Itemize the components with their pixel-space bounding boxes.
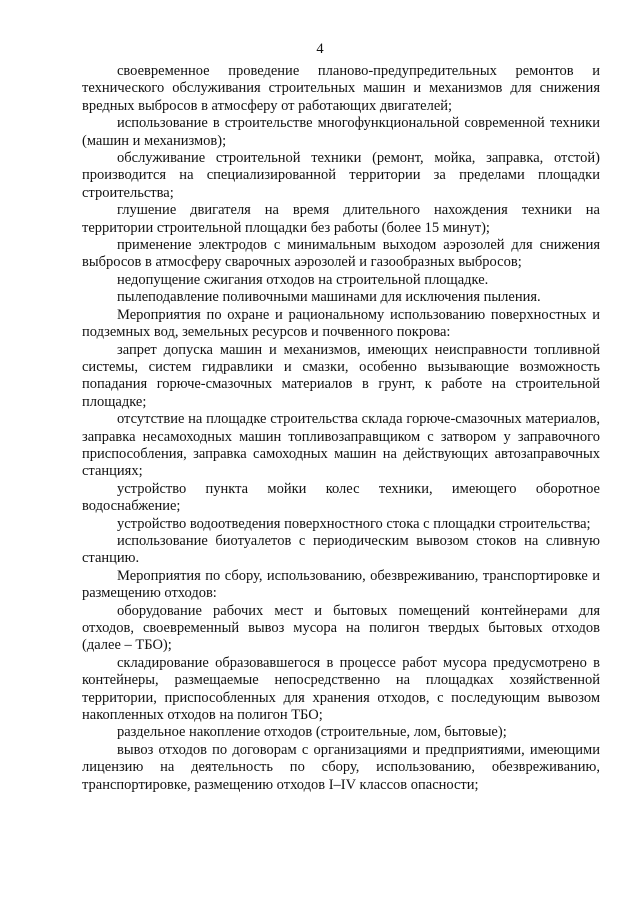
paragraph: недопущение сжигания отходов на строительной площадке. [117,271,489,288]
paragraph: обслуживание строительной техники (ремонт, мойка, заправка, отстой) производится на специализированной территории за пределами площадки строительства; [82,150,600,201]
section-heading-paragraph: Мероприятия по сбору, использованию, обезвреживанию, транспортировке и размещению отходов: [82,567,600,602]
paragraph: глушение двигателя на время длительного нахождения техники на территории строительной площадки без работы (более 15 минут); [82,202,600,236]
paragraph: складирование образовавшегося в процессе работ мусора предусмотрено в контейнеры, размещаемые непосредственно на площадках хозяйственной территории, приспособленных для хранения отходов, с последующим вывозом накопленных отходов на полигон ТБО; [82,654,600,724]
paragraph: вывоз отходов по договорам с организациями и предприятиями, имеющими лицензию на деятельность по сбору, использованию, обезвреживанию, транспортировке, размещению отходов I–IV классов опасности; [82,741,600,793]
paragraph: устройство пункта мойки колес техники, имеющего оборотное водоснабжение; [82,480,600,515]
paragraph: раздельное накопление отходов (строительные, лом, бытовые); [117,724,507,741]
paragraph: оборудование рабочих мест и бытовых помещений контейнерами для отходов, своевременный вывоз мусора на полигон твердых бытовых отходов (далее – ТБО); [82,602,600,654]
paragraph: пылеподавление поливочными машинами для исключения пыления. [117,289,541,306]
section-heading-paragraph: Мероприятия по охране и рациональному использованию поверхностных и подземных вод, земельных ресурсов и почвенного покрова: [82,306,600,341]
paragraph: применение электродов с минимальным выходом аэрозолей для снижения выбросов в атмосферу сварочных аэрозолей и газообразных выбросов; [82,237,600,271]
page-number: 4 [316,41,324,57]
document-body [82,63,600,794]
paragraph: запрет допуска машин и механизмов, имеющих неисправности топливной системы, систем гидравлики и смазки, особенно вызывающие возможность попадания горюче-смазочных материалов в грунт, к работе на строительной площадке; [82,341,600,410]
paragraph: устройство водоотведения поверхностного стока с площадки строительства; [117,515,591,532]
paragraph: своевременное проведение планово-предупредительных ремонтов и технического обслуживания строительных машин и механизмов для снижения вредных выбросов в атмосферу от работающих двигателей; [82,63,600,114]
paragraph: использование в строительстве многофункциональной современной техники (машин и механизмов); [82,115,600,149]
paragraph: использование биотуалетов с периодическим вывозом стоков на сливную станцию. [82,532,600,567]
paragraph: отсутствие на площадке строительства склада горюче-смазочных материалов, заправка несамоходных машин топливозаправщиком с затвором у заправочного приспособления, заправка самоходных машин на действующих автозаправочных станциях; [82,411,600,480]
